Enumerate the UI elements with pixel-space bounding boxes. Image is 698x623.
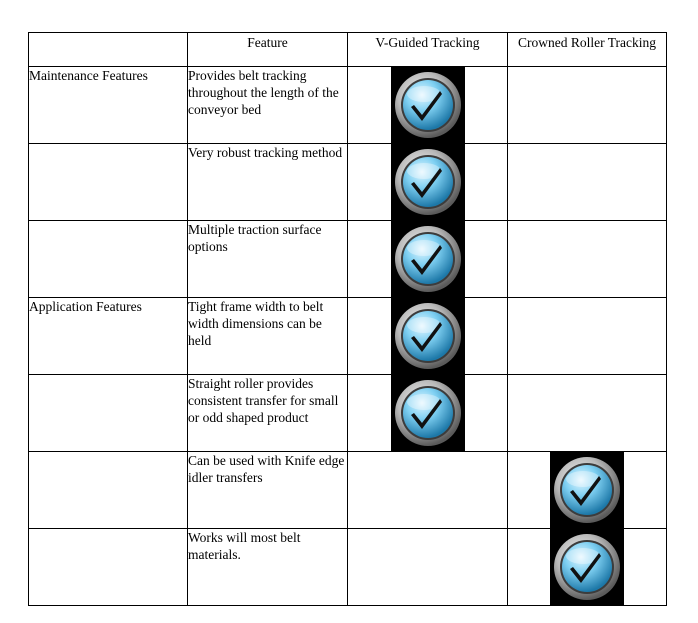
v-guided-cell <box>348 144 508 221</box>
header-row <box>29 33 667 67</box>
checkmark-button-icon <box>391 298 465 374</box>
category-cell <box>29 221 188 298</box>
table-row <box>29 452 667 529</box>
category-cell: Application Features <box>29 298 188 375</box>
checkmark-button-icon <box>391 375 465 451</box>
crowned-roller-cell <box>508 452 667 529</box>
table-row <box>29 529 667 606</box>
checkmark-button-icon <box>391 144 465 220</box>
header-v-guided: V-Guided Tracking <box>348 33 508 67</box>
v-guided-cell <box>348 67 508 144</box>
category-cell: Maintenance Features <box>29 67 188 144</box>
feature-cell: Straight roller provides consistent transfer for small or odd shaped product <box>188 375 348 452</box>
checkmark-button-icon <box>391 67 465 143</box>
crowned-roller-cell <box>508 144 667 221</box>
checkmark-button-icon <box>550 452 624 528</box>
crowned-roller-cell <box>508 529 667 606</box>
table-row <box>29 144 667 221</box>
crowned-roller-cell <box>508 298 667 375</box>
feature-cell: Works will most belt materials. <box>188 529 348 606</box>
crowned-roller-cell <box>508 221 667 298</box>
checkmark-button-icon <box>550 529 624 605</box>
table-row <box>29 375 667 452</box>
category-cell <box>29 375 188 452</box>
v-guided-cell <box>348 529 508 606</box>
header-crowned-roller: Crowned Roller Tracking <box>508 33 667 67</box>
table-row <box>29 221 667 298</box>
category-cell <box>29 529 188 606</box>
category-cell <box>29 452 188 529</box>
header-feature: Feature <box>188 33 348 67</box>
feature-cell: Multiple traction surface options <box>188 221 348 298</box>
crowned-roller-cell <box>508 375 667 452</box>
comparison-table <box>28 32 667 606</box>
feature-cell: Very robust tracking method <box>188 144 348 221</box>
v-guided-cell <box>348 375 508 452</box>
header-category <box>29 33 188 67</box>
category-cell <box>29 144 188 221</box>
table-body <box>29 67 667 606</box>
checkmark-button-icon <box>391 221 465 297</box>
v-guided-cell <box>348 221 508 298</box>
table-row <box>29 67 667 144</box>
v-guided-cell <box>348 452 508 529</box>
feature-cell: Can be used with Knife edge idler transfers <box>188 452 348 529</box>
v-guided-cell <box>348 298 508 375</box>
table-row <box>29 298 667 375</box>
feature-cell: Provides belt tracking throughout the length of the conveyor bed <box>188 67 348 144</box>
crowned-roller-cell <box>508 67 667 144</box>
feature-cell: Tight frame width to belt width dimensions can be held <box>188 298 348 375</box>
